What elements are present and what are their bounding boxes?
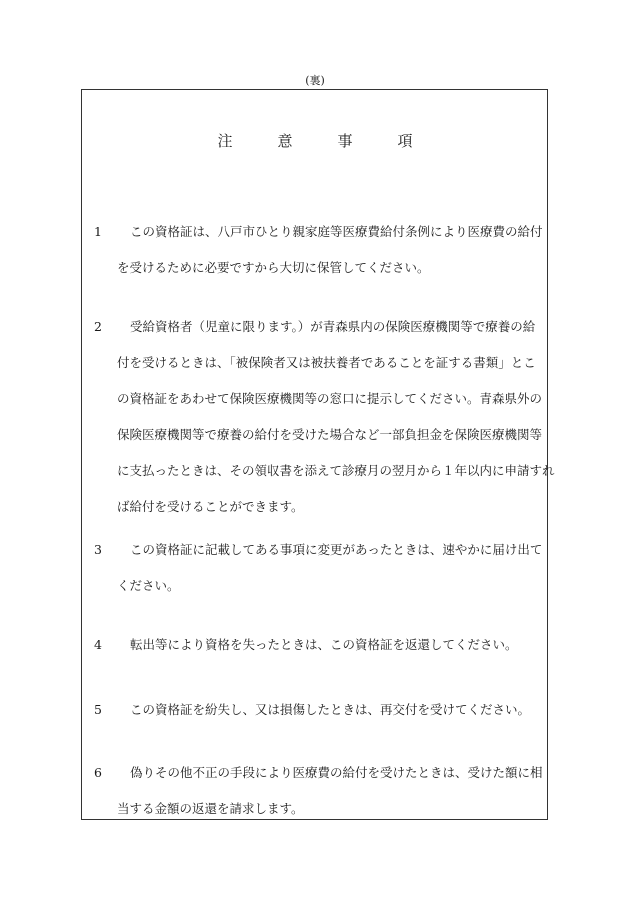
page-side-label: (裏) xyxy=(305,74,325,87)
item-text-line: この資格証に記載してある事項に変更があったときは、速やかに届け出て xyxy=(130,542,543,557)
item-text-line: 保険医療機関等で療養の給付を受けた場合など一部負担金を保険医療機関等 xyxy=(117,427,543,442)
notice-item-6 xyxy=(94,755,544,827)
item-text-line: 付を受けるときは、「被保険者又は被扶養者であることを証する書類」とこ xyxy=(117,355,536,370)
title-char: 事 xyxy=(337,132,353,150)
item-number: 3 xyxy=(94,542,102,557)
item-text-line: に支払ったときは、その領収書を添えて診療月の翌月から１年以内に申請すれ xyxy=(117,463,555,478)
item-text-line: の資格証をあわせて保険医療機関等の窓口に提示してください。青森県外の xyxy=(117,391,543,406)
item-number: 4 xyxy=(94,637,102,652)
title-char: 注 xyxy=(217,132,233,150)
notice-title xyxy=(0,130,630,151)
notice-item-3 xyxy=(94,532,544,604)
item-text-line: ください。 xyxy=(117,578,180,593)
notice-item-5 xyxy=(94,692,544,728)
item-number: 6 xyxy=(94,765,102,780)
item-number: 1 xyxy=(94,224,102,239)
notice-item-2 xyxy=(94,309,555,525)
item-text-line: ば給付を受けることができます。 xyxy=(117,499,304,514)
item-text-line: 受給資格者（児童に限ります。）が青森県内の保険医療機関等で療養の給 xyxy=(130,319,536,334)
item-number: 2 xyxy=(94,319,102,334)
item-text-line: 転出等により資格を失ったときは、この資格証を返還してください。 xyxy=(130,637,518,652)
notice-item-1 xyxy=(94,214,544,286)
item-text-line: 当する金額の返還を請求します。 xyxy=(117,801,304,816)
item-text-line: 偽りその他不正の手段により医療費の給付を受けたときは、受けた額に相 xyxy=(130,765,543,780)
item-text-line: この資格証を紛失し、又は損傷したときは、再交付を受けてください。 xyxy=(130,702,531,717)
item-text-line: この資格証は、八戸市ひとり親家庭等医療費給付条例により医療費の給付 xyxy=(130,224,543,239)
item-number: 5 xyxy=(94,702,102,717)
item-text-line: を受けるために必要ですから大切に保管してください。 xyxy=(117,260,430,275)
title-char: 意 xyxy=(277,132,293,150)
notice-item-4 xyxy=(94,627,544,663)
title-char: 項 xyxy=(397,132,413,150)
